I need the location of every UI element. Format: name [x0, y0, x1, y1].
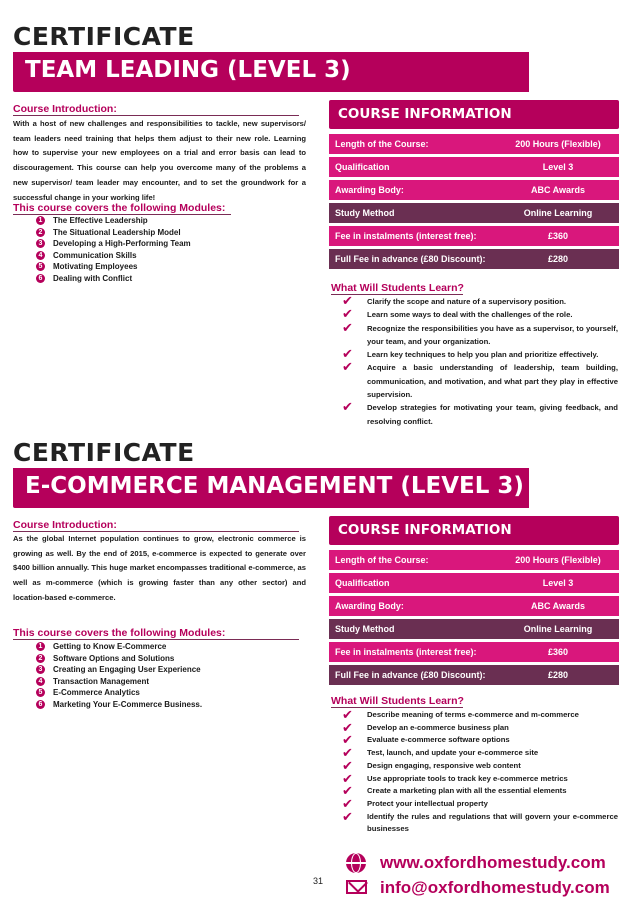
intro-heading: Course Introduction:	[13, 103, 117, 115]
module-text: Developing a High-Performing Team	[53, 239, 191, 249]
learn-item-text: Learn some ways to deal with the challenges of the role.	[367, 310, 573, 320]
learn-item	[342, 785, 618, 798]
learn-item-text: Develop an e-commerce business plan	[367, 722, 509, 732]
learn-item-text: Acquire a basic understanding of leadership, team building, communication, and motivation, and what part they play in effective supervision.	[367, 363, 618, 400]
checkmark-icon: ✔	[342, 307, 353, 323]
modules-heading: This course covers the following Modules:	[13, 202, 226, 214]
info-label: Study Method	[335, 624, 395, 634]
learn-item	[342, 295, 618, 308]
checkmark-icon: ✔	[342, 320, 353, 336]
module-number-badge: 2	[36, 228, 45, 237]
checkmark-icon: ✔	[342, 400, 353, 416]
info-label: Full Fee in advance (£80 Discount):	[335, 254, 486, 264]
learn-item	[342, 308, 618, 321]
info-value: Online Learning	[523, 208, 593, 218]
page-number: 31	[313, 876, 324, 886]
intro-text: With a host of new challenges and responsibilities to tackle, new supervisors/ team leaders need training that helps them adjust to their new role. Learning how to supervise your new employees on a trial and error basis can lead to discouragement. This course can help you overcome many of the problems a new supervisor/ team leader may encounter, and to set the groundwork for a successful change in your working life!	[13, 119, 306, 202]
course-info-heading: COURSE INFORMATION	[338, 522, 512, 538]
learn-item	[342, 734, 618, 747]
learn-list	[342, 709, 618, 836]
module-number-badge: 4	[36, 251, 45, 260]
learn-item-text: Develop strategies for motivating your team, giving feedback, and resolving conflict.	[367, 403, 618, 426]
learn-list	[342, 295, 618, 428]
checkmark-icon: ✔	[342, 758, 353, 774]
info-value: 200 Hours (Flexible)	[515, 139, 601, 149]
checkmark-icon: ✔	[342, 746, 353, 762]
info-value: Level 3	[542, 578, 574, 588]
learn-item-text: Clarify the scope and nature of a supervisory position.	[367, 297, 567, 306]
module-number-badge: 6	[36, 274, 45, 283]
info-label: Qualification	[335, 162, 390, 172]
modules-heading: This course covers the following Modules:	[13, 627, 226, 639]
module-text: Creating an Engaging User Experience	[53, 665, 201, 675]
info-value: ABC Awards	[530, 601, 585, 611]
learn-item-text: Create a marketing plan with all the essential elements	[367, 786, 567, 796]
learn-item-text: Describe meaning of terms e-commerce and m-commerce	[367, 710, 579, 719]
course-info-heading: COURSE INFORMATION	[338, 106, 512, 122]
info-label: Study Method	[335, 208, 395, 218]
checkmark-icon: ✔	[342, 771, 353, 787]
info-row-qualification	[329, 157, 619, 177]
module-number-badge: 5	[36, 262, 45, 271]
info-value: £360	[547, 647, 569, 657]
info-value: ABC Awards	[530, 185, 585, 195]
mail-icon	[346, 880, 367, 894]
info-row-awarding-body	[329, 180, 619, 200]
info-row-study-method	[329, 619, 619, 639]
checkmark-icon: ✔	[342, 720, 353, 736]
info-label: Full Fee in advance (£80 Discount):	[335, 670, 486, 680]
checkmark-icon: ✔	[342, 294, 353, 309]
email-link[interactable]: info@oxfordhomestudy.com	[380, 878, 610, 897]
learn-item	[342, 709, 618, 722]
checkmark-icon: ✔	[342, 360, 353, 376]
module-number-badge: 1	[36, 642, 45, 651]
learn-item-text: Test, launch, and update your e-commerce site	[367, 748, 539, 758]
checkmark-icon: ✔	[342, 733, 353, 749]
checkmark-icon: ✔	[342, 347, 353, 363]
course-title: TEAM LEADING (LEVEL 3)	[25, 57, 351, 83]
certificate-label: CERTIFICATE	[13, 438, 195, 467]
course-info-header	[329, 516, 619, 545]
website-link[interactable]: www.oxfordhomestudy.com	[380, 853, 606, 872]
module-number-badge: 6	[36, 700, 45, 709]
course-title: E-COMMERCE MANAGEMENT (LEVEL 3)	[25, 473, 524, 499]
learn-item-text: Identify the rules and regulations that will govern your e-commerce businesses	[367, 811, 618, 834]
info-row-full-fee	[329, 665, 619, 685]
info-label: Awarding Body:	[335, 185, 404, 195]
module-text: Software Options and Solutions	[53, 653, 175, 663]
intro-divider	[13, 115, 299, 116]
module-number-badge: 3	[36, 239, 45, 248]
module-number-badge: 5	[36, 688, 45, 697]
learn-item-text: Protect your intellectual property	[367, 798, 488, 808]
learn-item	[342, 773, 618, 786]
module-text: The Situational Leadership Model	[53, 227, 181, 237]
learn-item-text: Learn key techniques to help you plan and prioritize effectively.	[367, 350, 599, 360]
checkmark-icon: ✔	[342, 784, 353, 800]
module-text: Marketing Your E-Commerce Business.	[53, 699, 203, 709]
learn-item	[342, 401, 618, 428]
info-row-awarding-body	[329, 596, 619, 616]
info-row-fee-instalments	[329, 226, 619, 246]
learn-item-text: Design engaging, responsive web content	[367, 760, 521, 770]
info-label: Fee in instalments (interest free):	[335, 231, 477, 241]
course-title-bar	[13, 468, 529, 508]
info-label: Fee in instalments (interest free):	[335, 647, 477, 657]
info-row-length	[329, 550, 619, 570]
module-text: The Effective Leadership	[53, 216, 148, 225]
info-label: Length of the Course:	[335, 139, 429, 149]
info-row-study-method	[329, 203, 619, 223]
info-label: Awarding Body:	[335, 601, 404, 611]
checkmark-icon: ✔	[342, 809, 353, 825]
learn-item-text: Evaluate e-commerce software options	[367, 735, 510, 745]
module-number-badge: 2	[36, 654, 45, 663]
intro-text: As the global Internet population continues to grow, electronic commerce is growing as well. By the end of 2015, e-commerce is expected to generate over $400 billion annually. This huge market encompasses traditional e-commerce, as well as m-commerce (which is growing faster than any other sector) and location-based e-commerce.	[13, 534, 306, 602]
module-text: Communication Skills	[53, 250, 137, 260]
info-value: £280	[547, 670, 569, 680]
info-label: Qualification	[335, 578, 390, 588]
info-row-fee-instalments	[329, 642, 619, 662]
learn-heading: What Will Students Learn?	[331, 695, 464, 707]
module-text: Dealing with Conflict	[53, 273, 133, 283]
module-text: Getting to Know E-Commerce	[53, 642, 167, 651]
course-title-bar	[13, 52, 529, 92]
learn-item	[342, 747, 618, 760]
learn-heading: What Will Students Learn?	[331, 282, 464, 294]
learn-item	[342, 361, 618, 401]
info-value: £280	[547, 254, 569, 264]
module-number-badge: 1	[36, 216, 45, 225]
info-value: £360	[547, 231, 569, 241]
learn-item-text: Use appropriate tools to track key e-commerce metrics	[367, 773, 568, 783]
module-text: Transaction Management	[53, 676, 150, 686]
checkmark-icon: ✔	[342, 708, 353, 723]
info-value: Level 3	[542, 162, 574, 172]
certificate-label: CERTIFICATE	[13, 22, 195, 51]
info-row-full-fee	[329, 249, 619, 269]
module-text: E-Commerce Analytics	[53, 688, 140, 698]
module-number-badge: 4	[36, 677, 45, 686]
learn-item	[342, 322, 618, 349]
checkmark-icon: ✔	[342, 796, 353, 812]
learn-item	[342, 760, 618, 773]
learn-item-text: Recognize the responsibilities you have as a supervisor, to yourself, your team, and your organization.	[367, 323, 618, 346]
info-row-qualification	[329, 573, 619, 593]
modules-divider	[13, 639, 299, 640]
info-row-length	[329, 134, 619, 154]
learn-item	[342, 722, 618, 735]
globe-icon	[346, 853, 366, 873]
intro-heading: Course Introduction:	[13, 519, 117, 531]
module-number-badge: 3	[36, 665, 45, 674]
module-text: Motivating Employees	[53, 262, 138, 272]
learn-item	[342, 798, 618, 811]
info-label: Length of the Course:	[335, 555, 429, 565]
info-value: Online Learning	[523, 624, 593, 634]
course-info-header	[329, 100, 619, 129]
info-value: 200 Hours (Flexible)	[515, 555, 601, 565]
learn-item	[342, 348, 618, 361]
learn-item	[342, 811, 618, 836]
